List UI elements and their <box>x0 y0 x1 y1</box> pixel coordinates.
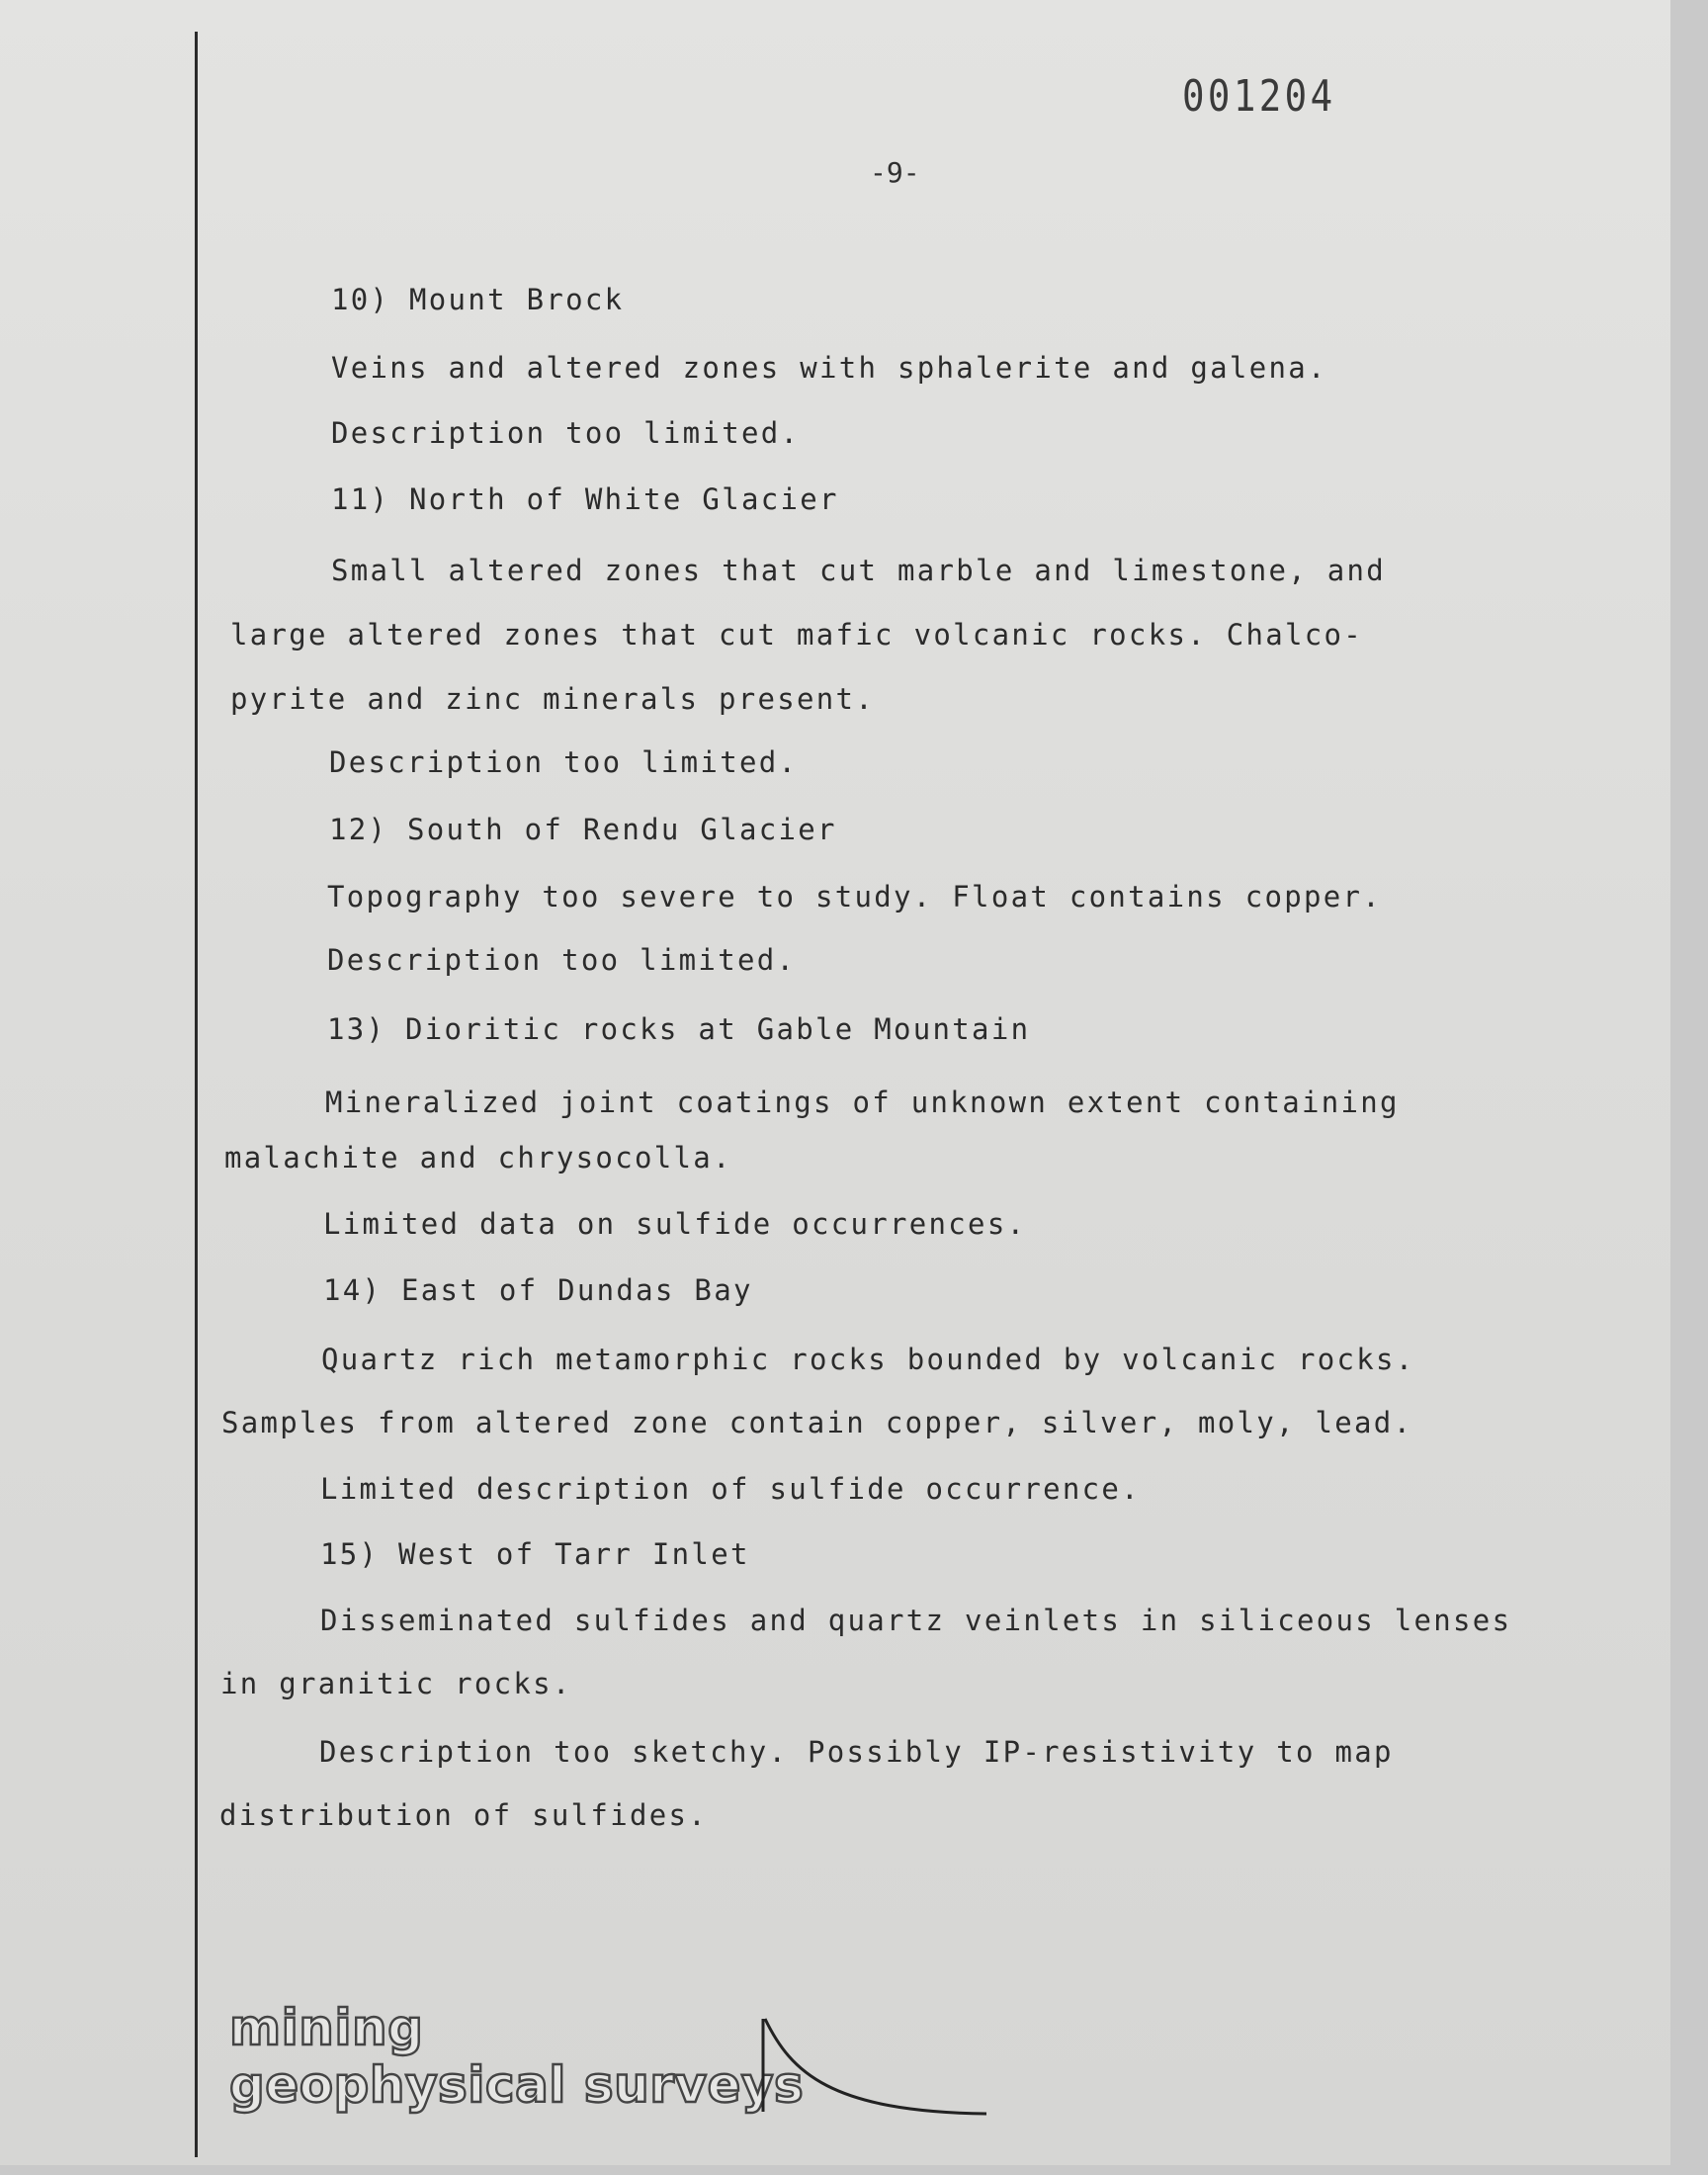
body-line: Description too limited. <box>331 416 801 450</box>
body-line: malachite and chrysocolla. <box>224 1141 732 1174</box>
body-line: large altered zones that cut mafic volcanic rocks. Chalco- <box>230 618 1364 652</box>
body-line: Description too sketchy. Possibly IP-resistivity to map <box>319 1735 1394 1769</box>
logo-text-line: geophysical surveys <box>229 2056 805 2114</box>
logo-decay-curve-icon <box>761 2013 988 2122</box>
body-line: Samples from altered zone contain copper, silver, moly, lead. <box>221 1406 1413 1439</box>
body-line: Topography too severe to study. Float contains copper. <box>327 880 1383 914</box>
page-number: -9- <box>870 156 920 189</box>
section-heading: 13) Dioritic rocks at Gable Mountain <box>327 1012 1031 1046</box>
body-line: Disseminated sulfides and quartz veinlets in siliceous lenses <box>320 1604 1512 1637</box>
body-line: distribution of sulfides. <box>219 1798 708 1832</box>
section-heading: 15) West of Tarr Inlet <box>320 1537 750 1571</box>
body-line: Limited description of sulfide occurrence. <box>320 1472 1141 1506</box>
margin-rule <box>195 32 198 2157</box>
section-heading: 11) North of White Glacier <box>331 482 839 516</box>
body-line: Mineralized joint coatings of unknown extent containing <box>325 1086 1400 1119</box>
logo-text-line: mining <box>229 1999 424 2056</box>
section-heading: 14) East of Dundas Bay <box>323 1273 753 1307</box>
body-line: Limited data on sulfide occurrences. <box>323 1207 1027 1241</box>
body-line: Description too limited. <box>327 943 797 977</box>
body-line: Veins and altered zones with sphalerite and galena. <box>331 351 1327 385</box>
body-line: in granitic rocks. <box>220 1667 572 1700</box>
section-heading: 10) Mount Brock <box>331 283 625 316</box>
section-heading: 12) South of Rendu Glacier <box>329 813 837 846</box>
body-line: Quartz rich metamorphic rocks bounded by volcanic rocks. <box>321 1343 1415 1376</box>
body-line: pyrite and zinc minerals present. <box>230 682 876 716</box>
document-number: 001204 <box>1182 71 1336 122</box>
body-line: Description too limited. <box>329 745 799 779</box>
body-line: Small altered zones that cut marble and limestone, and <box>331 554 1387 587</box>
company-logo <box>229 1999 804 2114</box>
